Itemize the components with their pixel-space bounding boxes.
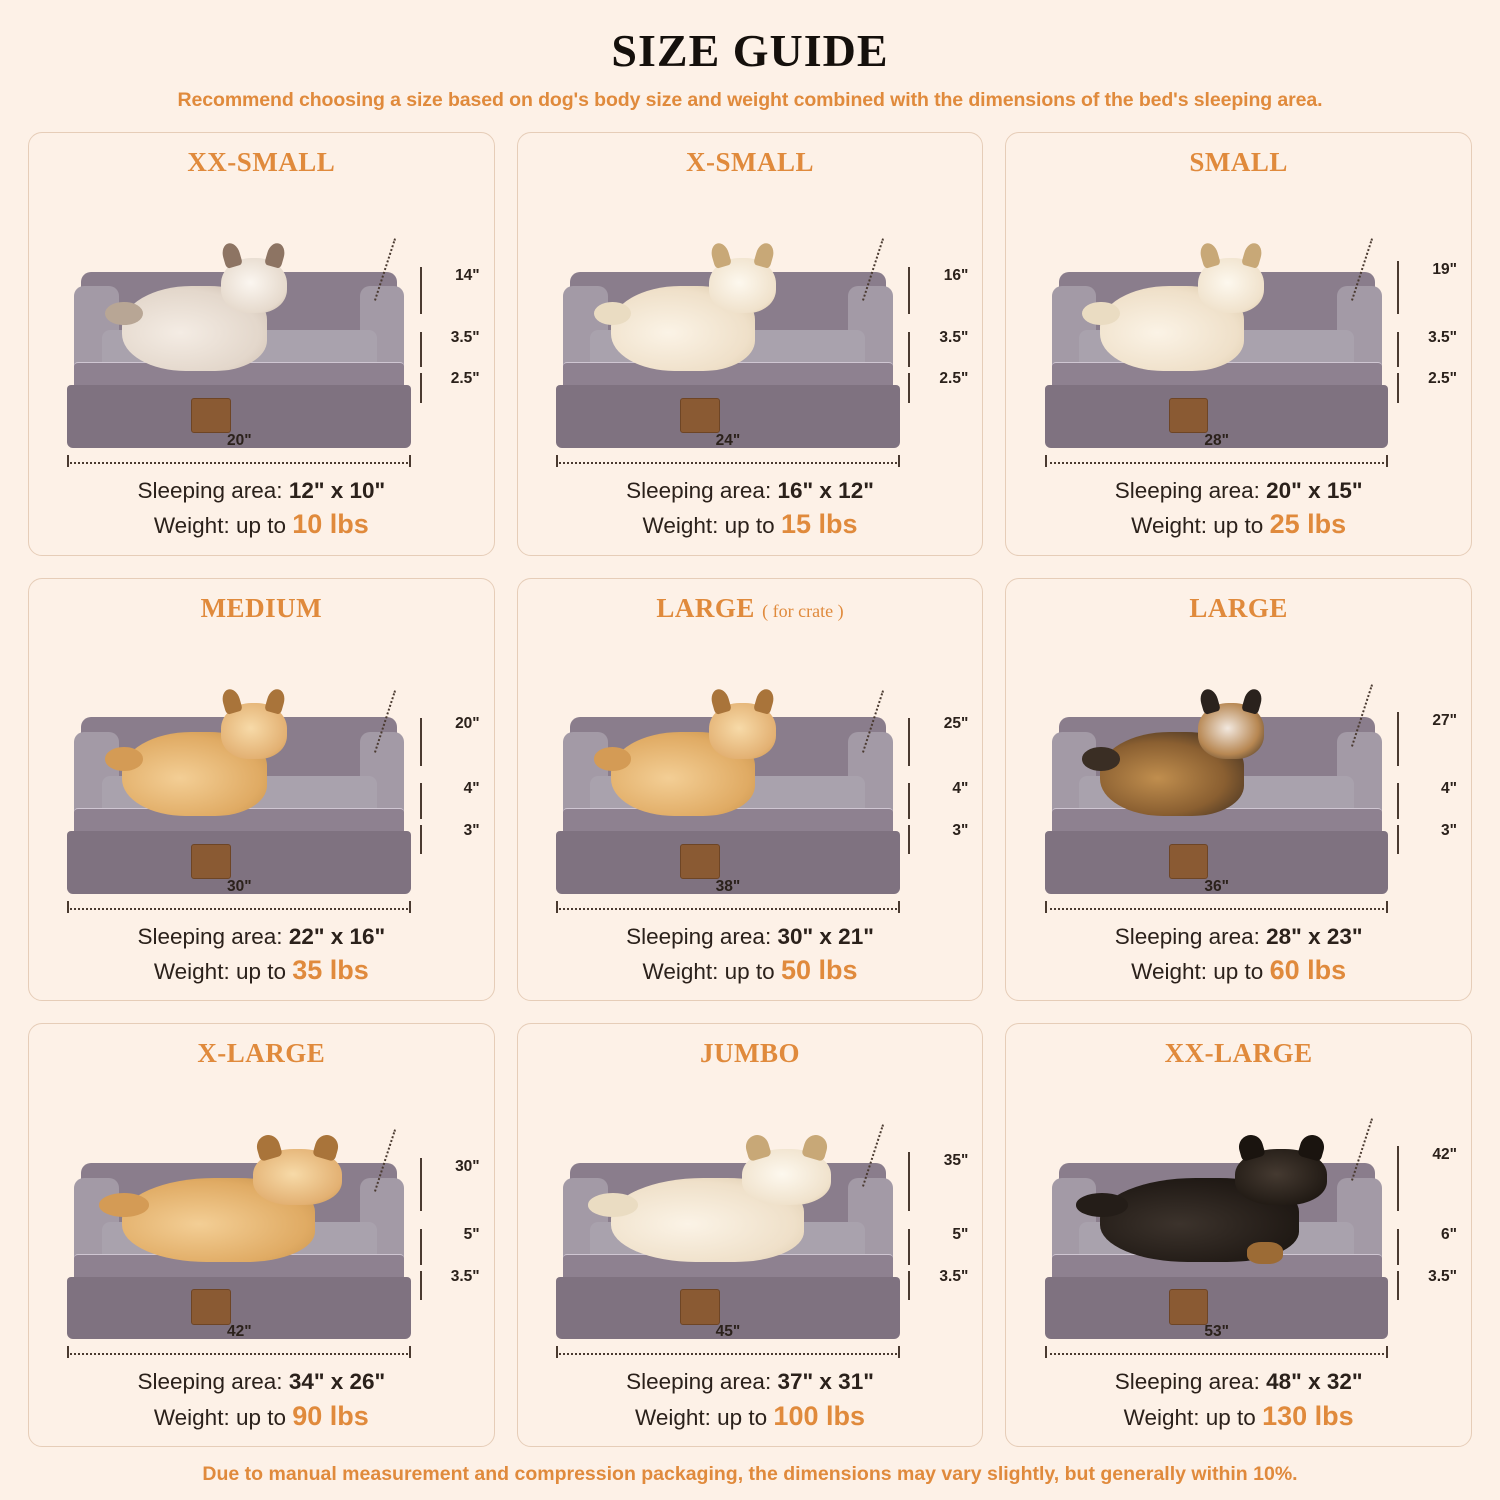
dim-height-bottom: 3" bbox=[952, 821, 969, 839]
weight-value: 25 lbs bbox=[1269, 509, 1347, 540]
pet-ear-left bbox=[1198, 241, 1221, 269]
size-specs bbox=[41, 476, 482, 543]
size-specs bbox=[41, 1367, 482, 1434]
dim-height-bottom: 3" bbox=[463, 821, 480, 839]
bed-illustration bbox=[530, 1069, 971, 1365]
size-card bbox=[1005, 132, 1472, 556]
pet-ear-left bbox=[1198, 687, 1221, 715]
dim-height-mid: 4" bbox=[463, 780, 480, 798]
dim-height-mid: 6" bbox=[1441, 1226, 1457, 1244]
dim-height-mid: 4" bbox=[952, 780, 969, 798]
dim-tick-right bbox=[409, 901, 411, 913]
weight-value: 100 lbs bbox=[773, 1400, 865, 1431]
size-card bbox=[28, 578, 495, 1002]
sleeping-area-line bbox=[1018, 922, 1459, 952]
sleeping-area-label: Sleeping area: bbox=[137, 477, 283, 503]
dim-vertical-mark-top bbox=[908, 718, 910, 765]
dim-width-label: 38" bbox=[715, 877, 741, 895]
weight-label: Weight: up to bbox=[153, 1404, 286, 1430]
pet-ear-left bbox=[220, 241, 243, 269]
pet-head bbox=[221, 703, 287, 759]
bed-illustration bbox=[41, 624, 482, 920]
dim-width-line bbox=[67, 877, 411, 910]
dim-width-label: 30" bbox=[227, 877, 252, 895]
dim-width-label: 42" bbox=[227, 1323, 252, 1341]
brand-tag bbox=[680, 398, 720, 433]
dim-vertical-mark-bottom bbox=[908, 825, 910, 855]
weight-label: Weight: up to bbox=[153, 958, 286, 984]
dim-height-top: 30" bbox=[455, 1158, 480, 1176]
pet-illustration bbox=[122, 732, 266, 816]
weight-label: Weight: up to bbox=[634, 1404, 768, 1430]
sleeping-area-label: Sleeping area: bbox=[626, 923, 772, 949]
brand-tag bbox=[680, 844, 720, 879]
dim-height-top: 35" bbox=[943, 1152, 969, 1170]
pet-tail bbox=[588, 1193, 638, 1217]
size-specs bbox=[1018, 1367, 1459, 1434]
pet-ear-right bbox=[801, 1132, 830, 1162]
size-specs bbox=[530, 922, 971, 989]
dim-vertical-mark-bottom bbox=[908, 373, 910, 403]
size-card bbox=[517, 132, 984, 556]
dim-tick-left bbox=[67, 901, 69, 913]
weight-value: 60 lbs bbox=[1269, 954, 1347, 985]
dim-height-mid: 3.5" bbox=[939, 328, 969, 346]
pet-head bbox=[221, 258, 287, 314]
dim-tick-left bbox=[67, 455, 69, 467]
sleeping-area-label: Sleeping area: bbox=[626, 477, 772, 503]
pet-head bbox=[709, 258, 775, 314]
dim-height-bottom: 2.5" bbox=[1428, 370, 1457, 388]
dog-bed-graphic bbox=[67, 1156, 411, 1339]
dim-vertical-mark-top bbox=[420, 267, 422, 314]
dim-height-top: 42" bbox=[1432, 1146, 1457, 1164]
brand-tag bbox=[191, 1289, 231, 1324]
dim-vertical-mark-bottom bbox=[1397, 1271, 1399, 1301]
sleeping-area-label: Sleeping area: bbox=[1114, 923, 1260, 949]
pet-illustration bbox=[1100, 286, 1244, 370]
pet-ear-left bbox=[220, 687, 243, 715]
sleeping-area-value: 22" x 16" bbox=[288, 923, 386, 949]
dog-bed-graphic bbox=[67, 710, 411, 893]
pet-tail bbox=[1082, 302, 1120, 326]
dim-vertical-mark-bottom bbox=[420, 373, 422, 403]
pet-ear-right bbox=[264, 241, 287, 269]
size-card-title bbox=[1189, 147, 1288, 178]
dim-width-line bbox=[556, 877, 900, 910]
sleeping-area-line bbox=[1018, 476, 1459, 506]
page-title: SIZE GUIDE bbox=[611, 25, 889, 76]
bed-illustration bbox=[41, 178, 482, 474]
dim-tick-right bbox=[1386, 455, 1388, 467]
dim-tick-right bbox=[409, 455, 411, 467]
weight-line bbox=[1018, 1398, 1459, 1434]
sleeping-area-value: 30" x 21" bbox=[777, 923, 874, 949]
size-card-title bbox=[197, 1038, 325, 1069]
sleeping-area-line bbox=[530, 922, 971, 952]
weight-line bbox=[1018, 952, 1459, 988]
dim-width-line bbox=[556, 431, 900, 464]
weight-line bbox=[530, 506, 971, 542]
pet-ear-right bbox=[312, 1132, 341, 1162]
brand-tag bbox=[1169, 398, 1209, 433]
dim-vertical-mark-mid bbox=[420, 332, 422, 368]
dog-bed-graphic bbox=[556, 1156, 900, 1339]
dog-bed-graphic bbox=[1045, 710, 1389, 893]
dog-bed-graphic bbox=[556, 710, 900, 893]
weight-label: Weight: up to bbox=[1131, 513, 1264, 539]
weight-line bbox=[530, 1398, 971, 1434]
pet-illustration bbox=[611, 732, 755, 816]
size-name: LARGE bbox=[656, 592, 755, 623]
size-specs bbox=[530, 476, 971, 543]
dim-vertical-mark-mid bbox=[1397, 1229, 1399, 1265]
size-card bbox=[1005, 1023, 1472, 1447]
sleeping-area-label: Sleeping area: bbox=[1114, 477, 1260, 503]
size-name: LARGE bbox=[1189, 592, 1288, 623]
dim-height-top: 14" bbox=[455, 266, 480, 284]
dim-tick-left bbox=[556, 1346, 558, 1358]
dim-height-mid: 5" bbox=[952, 1226, 969, 1244]
dim-tick-right bbox=[898, 455, 900, 467]
dim-tick-right bbox=[1386, 1346, 1388, 1358]
size-card-grid bbox=[28, 132, 1472, 1447]
brand-tag bbox=[191, 398, 231, 433]
pet-tail bbox=[594, 302, 632, 326]
weight-line bbox=[41, 1398, 482, 1434]
pet-tail bbox=[1082, 747, 1120, 771]
size-card-title bbox=[201, 593, 322, 624]
dim-vertical-mark-bottom bbox=[420, 1271, 422, 1301]
sleeping-area-label: Sleeping area: bbox=[626, 1369, 772, 1395]
dim-vertical-mark-top bbox=[908, 267, 910, 314]
pet-ear-right bbox=[264, 687, 287, 715]
bed-illustration bbox=[530, 178, 971, 474]
bed-illustration bbox=[530, 624, 971, 920]
weight-value: 15 lbs bbox=[780, 509, 858, 540]
weight-line bbox=[1018, 506, 1459, 542]
size-card-title bbox=[700, 1038, 800, 1069]
bed-illustration bbox=[1018, 1069, 1459, 1365]
dim-height-bottom: 3" bbox=[1441, 821, 1457, 839]
sleeping-area-line bbox=[41, 1367, 482, 1397]
pet-head bbox=[1198, 258, 1264, 314]
sleeping-area-label: Sleeping area: bbox=[137, 1369, 283, 1395]
weight-label: Weight: up to bbox=[642, 513, 775, 539]
weight-label: Weight: up to bbox=[1123, 1404, 1256, 1430]
weight-label: Weight: up to bbox=[1131, 958, 1264, 984]
weight-value: 35 lbs bbox=[292, 954, 369, 985]
weight-line bbox=[41, 506, 482, 542]
dim-vertical-mark-bottom bbox=[1397, 825, 1399, 855]
dim-width-label: 53" bbox=[1204, 1323, 1229, 1341]
dog-bed-graphic bbox=[67, 264, 411, 447]
dim-width-label: 28" bbox=[1204, 431, 1229, 449]
dim-tick-left bbox=[1045, 455, 1047, 467]
dim-width-line bbox=[67, 1323, 411, 1355]
dim-vertical-mark-mid bbox=[1397, 332, 1399, 368]
pet-tail bbox=[105, 302, 143, 326]
pet-head bbox=[742, 1149, 831, 1205]
bed-illustration bbox=[1018, 624, 1459, 920]
size-card-title bbox=[1189, 593, 1288, 624]
weight-label: Weight: up to bbox=[153, 513, 286, 539]
dim-tick-left bbox=[556, 455, 558, 467]
dim-width-label: 36" bbox=[1204, 877, 1229, 895]
brand-tag bbox=[1169, 1289, 1209, 1324]
dim-width-line bbox=[1045, 431, 1389, 464]
pet-ear-right bbox=[753, 241, 776, 269]
sleeping-area-value: 16" x 12" bbox=[777, 477, 874, 503]
size-card-title bbox=[1165, 1038, 1313, 1069]
sleeping-area-value: 20" x 15" bbox=[1266, 477, 1363, 503]
dim-vertical-mark-top bbox=[420, 718, 422, 765]
sleeping-area-label: Sleeping area: bbox=[1114, 1369, 1260, 1395]
dim-tick-right bbox=[898, 1346, 900, 1358]
weight-value: 90 lbs bbox=[292, 1400, 369, 1431]
pet-ear-left bbox=[709, 687, 732, 715]
dim-width-label: 20" bbox=[227, 431, 252, 449]
bed-illustration bbox=[1018, 178, 1459, 474]
size-card-title bbox=[686, 147, 814, 178]
pet-ear-left bbox=[709, 241, 732, 269]
dim-width-label: 24" bbox=[715, 431, 741, 449]
brand-tag bbox=[191, 844, 231, 879]
pet-head bbox=[709, 703, 775, 759]
pet-ear-right bbox=[1297, 1132, 1327, 1162]
dim-vertical-mark-mid bbox=[908, 783, 910, 819]
size-name: MEDIUM bbox=[200, 592, 323, 623]
dim-width-label: 45" bbox=[715, 1323, 741, 1341]
dim-height-top: 27" bbox=[1432, 712, 1457, 730]
dim-height-bottom: 2.5" bbox=[450, 370, 480, 388]
size-name: X-SMALL bbox=[685, 147, 814, 177]
pet-illustration bbox=[611, 1178, 803, 1262]
dim-vertical-mark-top bbox=[1397, 1146, 1399, 1211]
dim-width-line bbox=[556, 1323, 900, 1355]
dim-vertical-mark-mid bbox=[908, 1229, 910, 1265]
dim-height-top: 19" bbox=[1432, 260, 1457, 278]
size-specs bbox=[1018, 922, 1459, 989]
dim-height-bottom: 3.5" bbox=[1428, 1267, 1457, 1285]
pet-head bbox=[1235, 1149, 1327, 1205]
size-specs bbox=[1018, 476, 1459, 543]
dim-width-line bbox=[1045, 1323, 1389, 1355]
pet-tail bbox=[594, 747, 632, 771]
size-name: XX-SMALL bbox=[187, 147, 336, 177]
dim-vertical-mark-mid bbox=[420, 783, 422, 819]
pet-tail bbox=[105, 747, 143, 771]
size-card bbox=[28, 132, 495, 556]
dim-height-mid: 3.5" bbox=[450, 328, 480, 346]
disclaimer-note: Due to manual measurement and compression packaging, the dimensions may vary slightly, but generally within 10%. bbox=[202, 1463, 1298, 1485]
size-card bbox=[517, 1023, 984, 1447]
dim-height-mid: 4" bbox=[1441, 780, 1457, 798]
dim-vertical-mark-bottom bbox=[908, 1271, 910, 1301]
size-name: XX-LARGE bbox=[1164, 1038, 1313, 1069]
sleeping-area-line bbox=[530, 1367, 971, 1397]
dim-vertical-mark-mid bbox=[908, 332, 910, 368]
pet-illustration bbox=[1100, 732, 1244, 816]
size-card-title bbox=[187, 147, 335, 178]
sleeping-area-line bbox=[1018, 1367, 1459, 1397]
sleeping-area-line bbox=[41, 922, 482, 952]
pet-illustration bbox=[1100, 1178, 1299, 1262]
weight-label: Weight: up to bbox=[642, 958, 775, 984]
dim-height-mid: 5" bbox=[463, 1226, 480, 1244]
dim-height-bottom: 2.5" bbox=[939, 370, 969, 388]
pet-tail bbox=[99, 1193, 149, 1217]
size-card-title bbox=[656, 593, 843, 624]
size-card bbox=[517, 578, 984, 1002]
pet-ear-left bbox=[254, 1132, 283, 1162]
size-name: SMALL bbox=[1189, 147, 1288, 177]
size-name: JUMBO bbox=[699, 1038, 800, 1069]
dim-vertical-mark-top bbox=[420, 1158, 422, 1211]
dim-tick-left bbox=[1045, 901, 1047, 913]
pet-illustration bbox=[122, 1178, 314, 1262]
dim-tick-right bbox=[898, 901, 900, 913]
dim-height-top: 25" bbox=[943, 715, 969, 733]
dog-bed-graphic bbox=[1045, 1156, 1389, 1339]
sleeping-area-value: 34" x 26" bbox=[288, 1369, 386, 1395]
dim-vertical-mark-top bbox=[1397, 712, 1399, 765]
sleeping-area-value: 12" x 10" bbox=[288, 477, 386, 503]
sleeping-area-label: Sleeping area: bbox=[137, 923, 283, 949]
dog-bed-graphic bbox=[1045, 264, 1389, 447]
weight-line bbox=[41, 952, 482, 988]
weight-line bbox=[530, 952, 971, 988]
page-subtitle: Recommend choosing a size based on dog's body size and weight combined with the dimensions of the bed's sleeping area. bbox=[177, 89, 1323, 111]
sleeping-area-line bbox=[530, 476, 971, 506]
weight-value: 50 lbs bbox=[780, 954, 858, 985]
pet-illustration bbox=[611, 286, 755, 370]
dim-height-bottom: 3.5" bbox=[450, 1267, 480, 1285]
dim-width-line bbox=[67, 431, 411, 464]
brand-tag bbox=[1169, 844, 1209, 879]
brand-tag bbox=[680, 1289, 720, 1324]
dim-tick-left bbox=[556, 901, 558, 913]
bed-illustration bbox=[41, 1069, 482, 1365]
weight-value: 10 lbs bbox=[292, 509, 369, 540]
size-note: ( for crate ) bbox=[762, 600, 844, 621]
pet-tail bbox=[1076, 1193, 1128, 1217]
dim-height-mid: 3.5" bbox=[1428, 328, 1457, 346]
dim-vertical-mark-mid bbox=[420, 1229, 422, 1265]
weight-value: 130 lbs bbox=[1262, 1400, 1354, 1431]
sleeping-area-value: 37" x 31" bbox=[777, 1369, 874, 1395]
dim-vertical-mark-bottom bbox=[1397, 373, 1399, 403]
pet-ear-right bbox=[753, 687, 776, 715]
pet-illustration bbox=[122, 286, 266, 370]
dim-vertical-mark-mid bbox=[1397, 783, 1399, 819]
dim-height-top: 20" bbox=[455, 715, 480, 733]
dim-tick-left bbox=[1045, 1346, 1047, 1358]
dim-vertical-mark-bottom bbox=[420, 825, 422, 855]
size-card bbox=[1005, 578, 1472, 1002]
pet-head bbox=[1198, 703, 1264, 759]
sleeping-area-line bbox=[41, 476, 482, 506]
pet-ear-right bbox=[1241, 241, 1264, 269]
sleeping-area-value: 28" x 23" bbox=[1266, 923, 1363, 949]
pet-ear-right bbox=[1241, 687, 1264, 715]
dim-width-line bbox=[1045, 877, 1389, 910]
dim-height-bottom: 3.5" bbox=[939, 1267, 969, 1285]
size-card bbox=[28, 1023, 495, 1447]
pet-ear-left bbox=[743, 1132, 772, 1162]
pet-ear-left bbox=[1236, 1132, 1266, 1162]
dim-vertical-mark-top bbox=[1397, 261, 1399, 314]
sleeping-area-value: 48" x 32" bbox=[1266, 1369, 1363, 1395]
dim-tick-right bbox=[1386, 901, 1388, 913]
size-name: X-LARGE bbox=[197, 1038, 326, 1069]
dim-tick-right bbox=[409, 1346, 411, 1358]
pet-head bbox=[253, 1149, 342, 1205]
size-specs bbox=[41, 922, 482, 989]
dim-vertical-mark-top bbox=[908, 1152, 910, 1211]
size-specs bbox=[530, 1367, 971, 1434]
dog-bed-graphic bbox=[556, 264, 900, 447]
dim-height-top: 16" bbox=[943, 266, 969, 284]
dim-tick-left bbox=[67, 1346, 69, 1358]
